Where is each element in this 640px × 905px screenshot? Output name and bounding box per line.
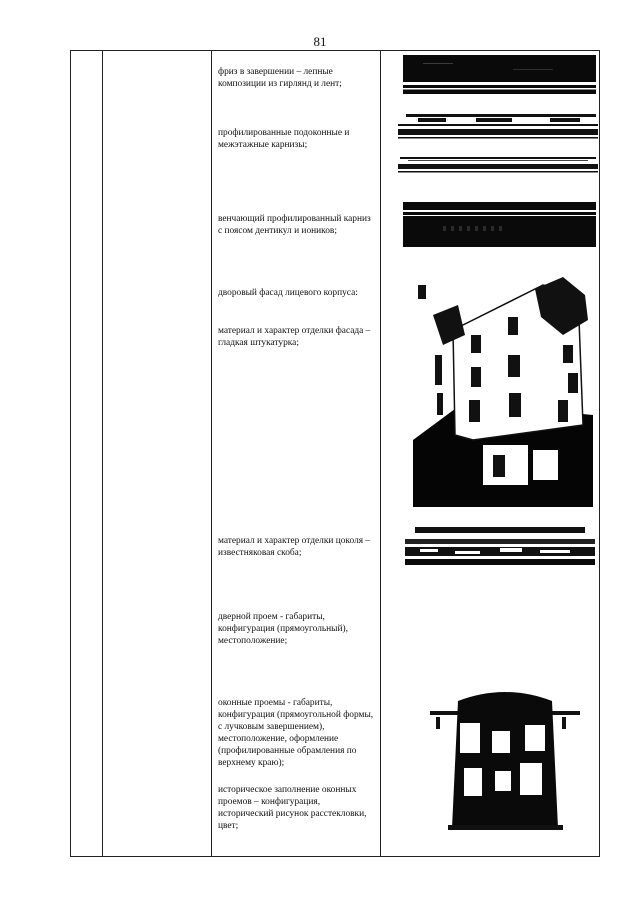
crowning-cornice-photo xyxy=(403,202,596,247)
item-crowning-cornice: венчающий профилированный карниз с поясом дентикул и иоников; xyxy=(218,214,371,236)
plinth-photo xyxy=(405,525,595,567)
courtyard-facade-photo xyxy=(413,275,593,507)
window-photo xyxy=(430,683,580,833)
column-divider-1 xyxy=(102,51,103,856)
column-divider-2 xyxy=(211,51,212,856)
cornice-photo xyxy=(398,110,598,178)
column-divider-3 xyxy=(380,51,381,856)
item-door-opening: дверной проем - габариты, конфигурация (прямоугольный), местоположение; xyxy=(218,612,348,646)
item-courtyard-facade: дворовый фасад лицевого корпуса: xyxy=(218,288,358,298)
frieze-photo xyxy=(403,55,596,94)
item-cornices: профилированные подоконные и межэтажные карнизы; xyxy=(218,128,350,150)
item-facade-finish: материал и характер отделки фасада – гладкая штукатурка; xyxy=(218,326,371,348)
item-plinth-finish: материал и характер отделки цоколя – известняковая скоба; xyxy=(218,536,371,558)
page-number: 81 xyxy=(313,34,327,49)
item-frieze: фриз в завершении – лепные композиции из гирлянд и лент; xyxy=(218,67,342,89)
item-window-fill: историческое заполнение оконных проемов – конфигурация, исторический рисунок расстекловки, цвет; xyxy=(218,785,367,831)
item-window-openings: оконные проемы - габариты, конфигурация (прямоугольной формы, с лучковым завершением), местоположение, оформление (профилированные обрамления по верхнему краю); xyxy=(218,698,374,768)
